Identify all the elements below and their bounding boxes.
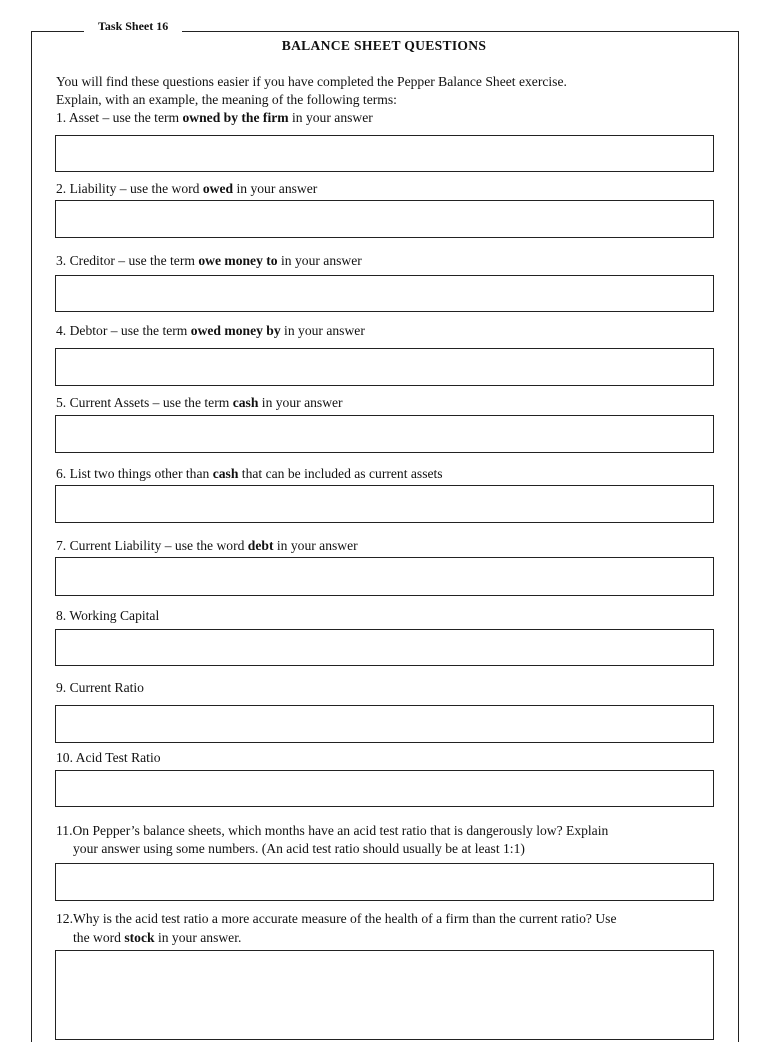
answer-box-9[interactable]	[55, 705, 714, 743]
answer-box-4[interactable]	[55, 348, 714, 386]
question-1: 1. Asset – use the term owned by the firm in your answer	[56, 110, 373, 125]
answer-box-8[interactable]	[55, 629, 714, 666]
question-8: 8. Working Capital	[56, 608, 160, 623]
question-7: 7. Current Liability – use the word debt in your answer	[56, 538, 358, 553]
question-3: 3. Creditor – use the term owe money to in your answer	[56, 253, 362, 268]
question-12: 12.Why is the acid test ratio a more accurate measure of the health of a firm than the current ratio? Use	[56, 911, 617, 926]
answer-box-7[interactable]	[55, 557, 714, 596]
question-2: 2. Liability – use the word owed in your answer	[56, 181, 318, 196]
question-5: 5. Current Assets – use the term cash in your answer	[56, 395, 343, 410]
answer-box-6[interactable]	[55, 485, 714, 523]
question-6: 6. List two things other than cash that can be included as current assets	[56, 466, 443, 481]
answer-box-1[interactable]	[55, 135, 714, 172]
answer-box-11[interactable]	[55, 863, 714, 901]
intro-line-1: You will find these questions easier if you have completed the Pepper Balance Sheet exercise.	[56, 74, 567, 89]
question-10: 10. Acid Test Ratio	[56, 750, 161, 765]
intro-line-2: Explain, with an example, the meaning of the following terms:	[56, 92, 397, 107]
task-sheet-label: Task Sheet 16	[84, 18, 182, 34]
answer-box-5[interactable]	[55, 415, 714, 453]
question-4: 4. Debtor – use the term owed money by in your answer	[56, 323, 365, 338]
answer-box-10[interactable]	[55, 770, 714, 807]
answer-box-2[interactable]	[55, 200, 714, 238]
answer-box-12[interactable]	[55, 950, 714, 1040]
question-11: 11.On Pepper’s balance sheets, which months have an acid test ratio that is dangerously low? Explain	[56, 823, 609, 838]
question-9: 9. Current Ratio	[56, 680, 144, 695]
page-title: BALANCE SHEET QUESTIONS	[281, 38, 487, 53]
question-11-line-2: your answer using some numbers. (An acid test ratio should usually be at least 1:1)	[73, 841, 525, 856]
question-12-line-2: the word stock in your answer.	[73, 930, 242, 945]
answer-box-3[interactable]	[55, 275, 714, 312]
